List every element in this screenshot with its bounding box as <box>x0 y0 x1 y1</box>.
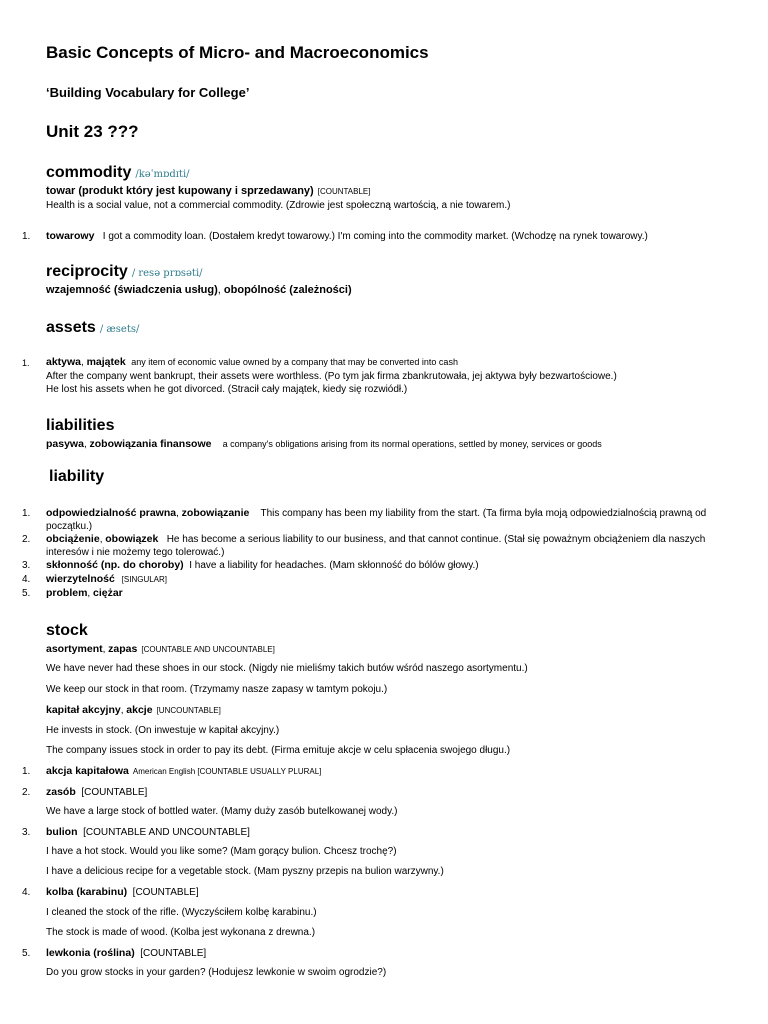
list-number: 4. <box>22 887 31 898</box>
example-sentence: Health is a social value, not a commercial commodity. (Zdrowie jest społeczną wartością, a nie towarem.) <box>46 200 511 211</box>
list-item <box>46 573 167 585</box>
list-item <box>46 826 250 838</box>
grammar-tag: [COUNTABLE AND UNCOUNTABLE] <box>83 827 250 838</box>
list-item <box>46 507 736 533</box>
sense-word: kolba (karabinu) <box>46 886 128 898</box>
sense-word: zobowiązanie <box>181 507 250 519</box>
list-number: 4. <box>22 574 31 585</box>
definition-commodity <box>46 185 370 197</box>
example-sentence: We have never had these shoes in our stock. (Nigdy nie mieliśmy takich butów wśród naszego asortymentu.) <box>46 663 528 674</box>
separator: , <box>99 534 106 545</box>
sense-word: towarowy <box>46 230 95 242</box>
sense-definition: a company's obligations arising from its normal operations, settled by money, services or goods <box>222 439 602 449</box>
list-item <box>46 587 123 599</box>
list-number: 1. <box>22 358 30 368</box>
headword-reciprocity <box>46 263 203 281</box>
list-number: 5. <box>22 588 31 599</box>
example-sentence: He lost his assets when he got divorced. (Stracił cały majątek, kiedy się rozwiódł.) <box>46 384 408 395</box>
sense-text: I have a liability for headaches. (Mam skłonność do bólów głowy.) <box>189 560 479 571</box>
definition-text: obopólność (zależności) <box>223 284 352 296</box>
example-sentence: I cleaned the stock of the rifle. (Wyczyściłem kolbę karabinu.) <box>46 907 317 918</box>
pronunciation: /kəˈmɒdɪti/ <box>135 169 190 180</box>
separator: , <box>120 705 127 716</box>
list-number: 3. <box>22 827 31 838</box>
sense-word: asortyment <box>46 643 103 655</box>
sense-definition: any item of economic value owned by a company that may be converted into cash <box>131 357 458 367</box>
sense-word: problem <box>46 587 88 599</box>
list-item <box>46 947 206 959</box>
list-number: 2. <box>22 787 31 798</box>
separator: , <box>217 284 224 296</box>
list-number: 1. <box>22 508 31 519</box>
list-number: 2. <box>22 534 31 545</box>
sense-text: He has become a serious liability to our business, and that cannot continue. (Stał się poważnym obciążeniem dla naszych interesów i nie możemy tego tolerować.) <box>46 534 706 558</box>
pronunciation: / æsets/ <box>99 324 140 335</box>
grammar-tag: [COUNTABLE] <box>317 187 371 196</box>
example-sentence: The company issues stock in order to pay its debt. (Firma emituje akcje w celu spłacenia swojego długu.) <box>46 745 511 756</box>
headword-commodity <box>46 164 190 182</box>
grammar-tag: [COUNTABLE] <box>140 948 207 959</box>
headword-assets <box>46 319 139 337</box>
separator: , <box>87 588 93 599</box>
sense-word: pasywa <box>46 438 84 450</box>
sense-text: I got a commodity loan. (Dostałem kredyt towarowy.) I'm coming into the commodity market. (Wchodzę na rynek towarowy.) <box>102 231 648 242</box>
separator: , <box>81 357 87 368</box>
headword-liability: liability <box>49 468 105 485</box>
sense-word: skłonność (np. do choroby) <box>46 559 184 571</box>
list-item <box>46 886 199 898</box>
headword-liabilities: liabilities <box>46 417 115 434</box>
sense-word: obowiązek <box>105 533 159 545</box>
example-sentence: We have a large stock of bottled water. (Mamy duży zasób butelkowanej wody.) <box>46 806 398 817</box>
example-sentence: I have a delicious recipe for a vegetable stock. (Mam pyszny przepis na bulion warzywny.) <box>46 866 444 877</box>
list-number: 3. <box>22 560 31 571</box>
example-sentence: We keep our stock in that room. (Trzymamy nasze zapasy w tamtym pokoju.) <box>46 684 388 695</box>
list-item <box>46 559 479 571</box>
list-number: 5. <box>22 948 31 959</box>
sense-word: akcja kapitałowa <box>46 765 129 777</box>
grammar-tag: [SINGULAR] <box>121 575 167 584</box>
list-number: 1. <box>22 231 31 242</box>
example-sentence: After the company went bankrupt, their assets were worthless. (Po tym jak firma zbankrutowała, jej aktywa były bezwartościowe.) <box>46 371 617 382</box>
grammar-tag: [COUNTABLE] <box>132 887 199 898</box>
list-item <box>46 533 736 559</box>
sense-text: This company has been my liability from the start. (Ta firma była moją odpowiedzialnością prawną od początku.) <box>46 508 707 532</box>
unit-heading: Unit 23 ??? <box>46 122 139 141</box>
sense-word: kapitał akcyjny <box>46 704 121 716</box>
list-item <box>46 786 147 798</box>
headword-text: reciprocity <box>46 263 128 280</box>
sense-word: ciężar <box>92 587 123 599</box>
example-sentence: Do you grow stocks in your garden? (Hodujesz lewkonie w swoim ogrodzie?) <box>46 967 387 978</box>
definition-text: towar (produkt który jest kupowany i sprzedawany) <box>46 185 314 197</box>
grammar-tag: [COUNTABLE AND UNCOUNTABLE] <box>141 645 275 654</box>
headword-text: commodity <box>46 164 132 181</box>
sense-word: zobowiązania finansowe <box>89 438 212 450</box>
definition-stock <box>46 643 275 655</box>
page-subtitle: ‘Building Vocabulary for College’ <box>46 85 250 100</box>
grammar-tag: American English [COUNTABLE USUALLY PLURAL] <box>132 767 322 776</box>
sense-word: odpowiedzialność prawna <box>46 507 177 519</box>
sense-word: lewkonia (roślina) <box>46 947 135 959</box>
example-sentence: I have a hot stock. Would you like some? (Mam gorący bulion. Chcesz trochę?) <box>46 846 397 857</box>
sense-word: majątek <box>86 356 126 368</box>
list-number: 1. <box>22 766 31 777</box>
definition-text: wzajemność (świadczenia usług) <box>46 284 218 296</box>
headword-text: assets <box>46 319 96 336</box>
definition-liabilities <box>46 438 602 450</box>
sense-word: akcje <box>126 704 153 716</box>
page-title: Basic Concepts of Micro- and Macroeconomics <box>46 43 429 62</box>
pronunciation: / resə prɒsəti/ <box>131 268 203 279</box>
sense-word: aktywa <box>46 356 82 368</box>
grammar-tag: [COUNTABLE] <box>81 787 148 798</box>
list-item <box>46 230 648 242</box>
example-sentence: The stock is made of wood. (Kolba jest wykonana z drewna.) <box>46 927 316 938</box>
separator: , <box>102 644 109 655</box>
definition-stock <box>46 704 221 716</box>
separator: , <box>176 508 182 519</box>
sense-word: obciążenie <box>46 533 100 545</box>
definition-reciprocity <box>46 284 352 296</box>
grammar-tag: [UNCOUNTABLE] <box>156 706 221 715</box>
sense-word: zapas <box>108 643 138 655</box>
list-item <box>46 765 321 777</box>
separator: , <box>83 439 90 450</box>
headword-stock: stock <box>46 622 88 639</box>
list-item <box>46 356 458 368</box>
example-sentence: He invests in stock. (On inwestuje w kapitał akcyjny.) <box>46 725 280 736</box>
sense-word: wierzytelność <box>46 573 115 585</box>
sense-word: bulion <box>46 826 78 838</box>
sense-word: zasób <box>46 786 76 798</box>
